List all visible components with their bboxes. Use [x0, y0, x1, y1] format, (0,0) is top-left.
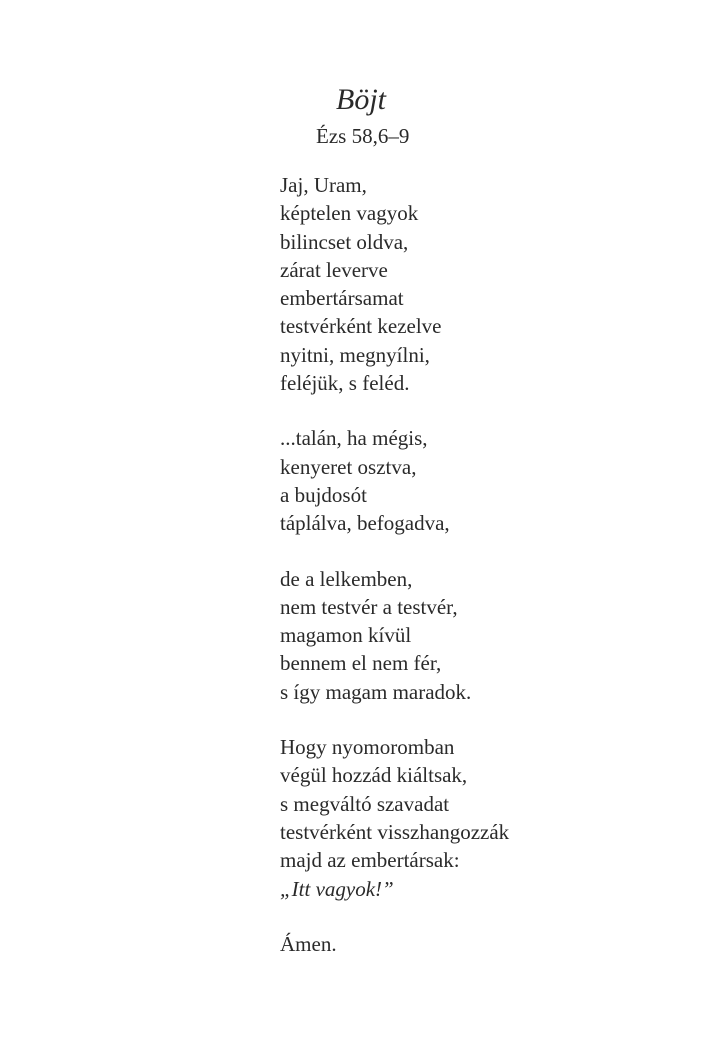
poem-line: feléjük, s feléd.	[280, 371, 410, 396]
poem-line: a bujdosót	[280, 482, 367, 507]
poem-line: bilincset oldva,	[280, 229, 409, 254]
poem-title: Böjt	[336, 83, 386, 116]
poem-line-quote: „Itt vagyok!”	[280, 876, 394, 901]
poem-line: táplálva, befogadva,	[280, 511, 450, 536]
poem-line: testvérként visszhangozzák	[280, 819, 510, 844]
poem-line: kenyeret osztva,	[280, 454, 417, 479]
poem-line: végül hozzád kiáltsak,	[280, 763, 468, 788]
scripture-reference: Ézs 58,6–9	[316, 124, 410, 148]
poem-line: bennem el nem fér,	[280, 651, 442, 676]
poem-line: zárat leverve	[280, 257, 388, 282]
poem-line: képtelen vagyok	[280, 201, 419, 226]
poem-line: s így magam maradok.	[280, 679, 472, 704]
poem-body	[280, 171, 680, 985]
stanza-2	[280, 424, 680, 537]
poem-line: nyitni, megnyílni,	[280, 342, 430, 367]
stanza-3	[280, 565, 680, 706]
poem-line-amen: Ámen.	[280, 931, 337, 956]
poem-line: de a lelkemben,	[280, 566, 413, 591]
poem-line: testvérként kezelve	[280, 314, 442, 339]
stanza-4	[280, 733, 680, 903]
poem-line: nem testvér a testvér,	[280, 594, 458, 619]
poem-line: Jaj, Uram,	[280, 173, 367, 197]
poem-line: magamon kívül	[280, 623, 412, 648]
stanza-5	[280, 930, 680, 958]
stanza-1	[280, 171, 680, 397]
poem-line: majd az embertársak:	[280, 848, 460, 873]
poem-line: embertársamat	[280, 286, 404, 311]
poem-line: ...talán, ha mégis,	[280, 426, 428, 451]
poem-line: s megváltó szavadat	[280, 791, 450, 816]
poem-line: Hogy nyomoromban	[280, 735, 455, 760]
